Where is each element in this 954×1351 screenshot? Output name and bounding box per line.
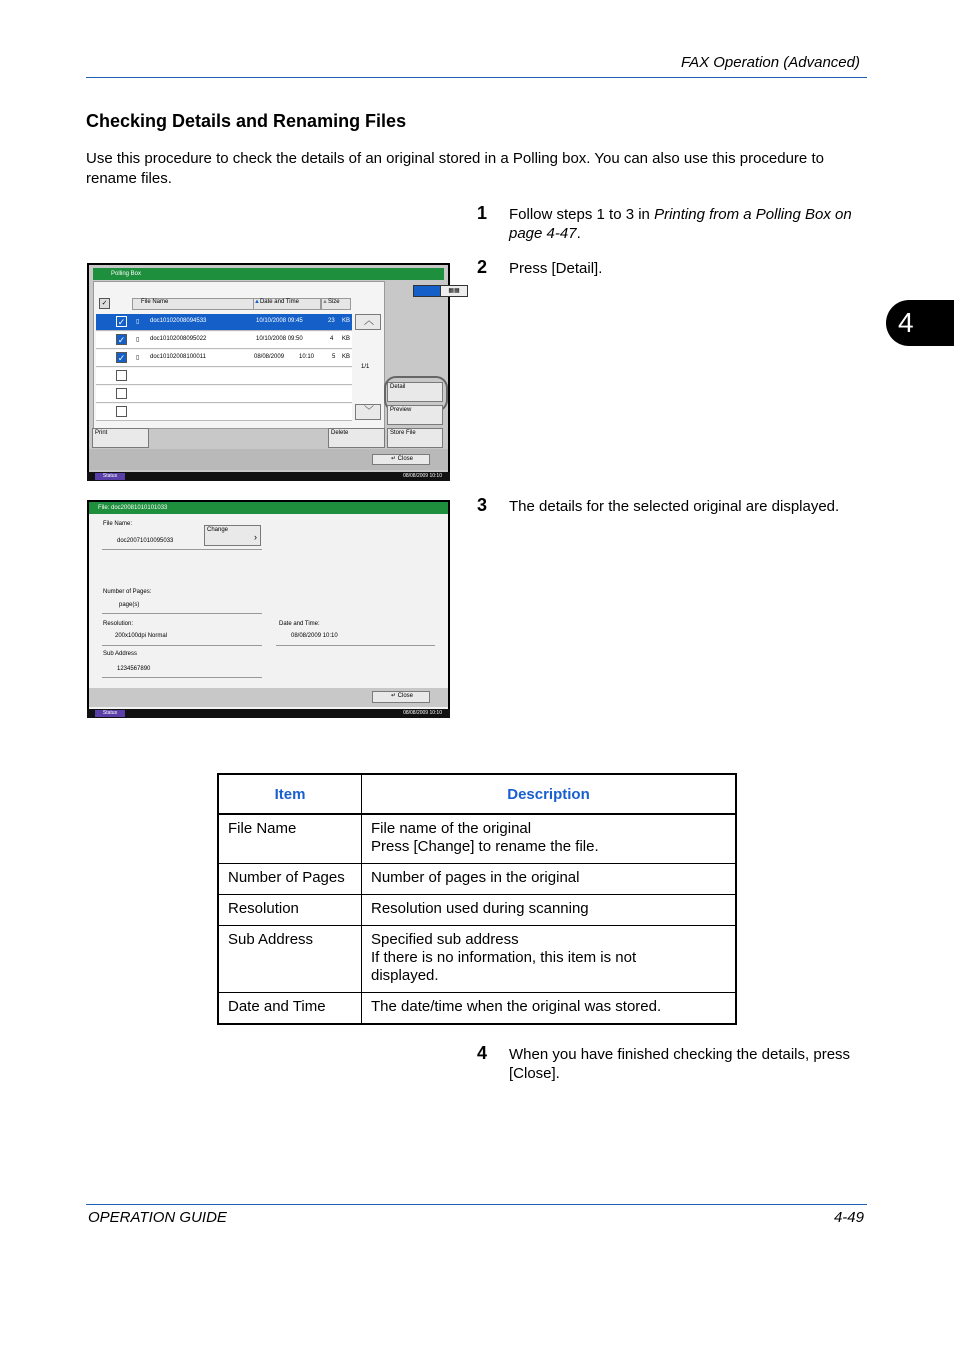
header-rule xyxy=(86,77,867,78)
store-file-button[interactable]: Store File xyxy=(387,428,443,448)
table-row xyxy=(218,895,736,926)
row-checkbox[interactable] xyxy=(116,388,127,399)
table-row xyxy=(218,864,736,895)
size-unit: KB xyxy=(342,318,351,324)
table-row[interactable] xyxy=(96,368,352,385)
description-line: If there is no information, this item is not xyxy=(371,949,637,966)
return-icon: ↵ xyxy=(390,456,398,462)
step-text: The details for the selected original are displayed. xyxy=(509,498,840,515)
preview-button[interactable]: Preview xyxy=(387,405,443,425)
item-cell: Number of Pages xyxy=(218,864,362,895)
date-cell: 10/10/2008 09:45 xyxy=(256,318,303,324)
sub-address-value: 1234567890 xyxy=(117,666,151,672)
table-row[interactable] xyxy=(96,404,352,421)
resolution-value: 200x100dpi Normal xyxy=(115,633,168,639)
status-clock: 08/08/2009 10:10 xyxy=(403,473,442,479)
status-bar xyxy=(87,709,450,718)
file-name-value: doc20071010095033 xyxy=(117,538,174,544)
sub-address-label: Sub Address xyxy=(103,651,138,657)
status-bar xyxy=(87,472,450,481)
footer-guide-title: OPERATION GUIDE xyxy=(88,1209,227,1226)
description-cell xyxy=(362,926,737,993)
status-clock: 08/08/2009 10:10 xyxy=(403,710,442,716)
file-icon: ▯ xyxy=(136,337,140,343)
detail-button[interactable]: Detail xyxy=(387,382,443,402)
screen-title: File: doc20081010101033 xyxy=(89,502,448,514)
date-cell: 08/08/2009 xyxy=(254,354,285,360)
row-checkbox[interactable]: ✓ xyxy=(117,335,126,345)
close-button[interactable] xyxy=(372,454,430,465)
field-divider xyxy=(276,645,435,646)
sort-icon: ▲ xyxy=(322,299,328,305)
table-row[interactable] xyxy=(96,350,352,367)
item-description-table xyxy=(217,773,737,1025)
step-text: Press [Detail]. xyxy=(509,260,603,277)
file-name-label: File Name: xyxy=(103,521,133,527)
time-cell: 10:10 xyxy=(299,354,315,360)
file-name-cell: doc10102008100011 xyxy=(150,354,206,360)
resolution-label: Resolution: xyxy=(103,621,134,627)
file-name-cell: doc10102008095022 xyxy=(150,336,207,342)
description-line: Number of pages in the original xyxy=(371,869,580,886)
field-divider xyxy=(102,549,262,550)
status-button[interactable]: Status xyxy=(95,710,125,717)
description-line: Press [Change] to rename the file. xyxy=(371,838,599,855)
running-header: FAX Operation (Advanced) xyxy=(681,54,860,71)
table-row xyxy=(218,926,736,993)
section-title: Checking Details and Renaming Files xyxy=(86,111,407,131)
close-label: Close xyxy=(397,456,414,462)
print-button[interactable]: Print xyxy=(92,428,149,448)
description-line: displayed. xyxy=(371,967,439,984)
field-divider xyxy=(102,645,262,646)
item-cell: File Name xyxy=(218,814,362,864)
step-text: When you have finished checking the details, press [Close]. xyxy=(509,1046,851,1082)
step-number: 4 xyxy=(477,1043,488,1063)
size-cell: 4 xyxy=(330,336,334,342)
step-number: 2 xyxy=(477,257,488,277)
table-row[interactable] xyxy=(96,314,352,331)
table-row[interactable] xyxy=(96,386,352,403)
description-cell xyxy=(362,814,737,864)
field-divider xyxy=(102,613,262,614)
select-all-checkbox[interactable]: ✓ xyxy=(99,298,110,309)
description-cell xyxy=(362,864,737,895)
field-divider xyxy=(102,677,262,678)
item-cell: Sub Address xyxy=(218,926,362,993)
size-cell: 5 xyxy=(332,354,336,360)
step-number: 1 xyxy=(477,203,488,223)
step-link-ref: Printing from a Polling Box on page 4-47 xyxy=(509,206,852,242)
footer-rule xyxy=(86,1204,867,1205)
file-name-cell: doc10102008094533 xyxy=(150,318,207,324)
chapter-tab: 4 xyxy=(886,300,954,346)
date-cell: 10/10/2008 09:50 xyxy=(256,336,303,342)
row-checkbox[interactable]: ✓ xyxy=(117,353,126,363)
step-text-part: Follow steps 1 to 3 in xyxy=(509,206,655,223)
col-size-header[interactable] xyxy=(321,298,351,310)
chevron-right-icon: › xyxy=(254,532,257,542)
table-header-description: Description xyxy=(362,774,737,814)
pages-value: page(s) xyxy=(119,602,140,608)
file-detail-screenshot xyxy=(87,500,450,718)
screen-body xyxy=(89,502,448,716)
return-icon: ↵ xyxy=(390,693,398,699)
description-line: The date/time when the original was stored. xyxy=(371,998,662,1015)
col-file-label: File Name xyxy=(141,299,169,305)
col-date-label: Date and Time xyxy=(259,299,299,305)
date-time-label: Date and Time: xyxy=(279,621,320,627)
table-row xyxy=(218,814,736,864)
row-checkbox[interactable] xyxy=(116,406,127,417)
polling-box-screenshot xyxy=(87,263,460,481)
scroll-down-button[interactable]: ﹀ xyxy=(355,404,381,420)
delete-button[interactable]: Delete xyxy=(328,428,385,448)
file-icon: ▯ xyxy=(136,319,140,325)
size-unit: KB xyxy=(342,336,351,342)
description-cell xyxy=(362,993,737,1025)
close-label: Close xyxy=(397,693,414,699)
page-indicator: 1/1 xyxy=(361,364,370,370)
size-unit: KB xyxy=(342,354,351,360)
item-cell: Date and Time xyxy=(218,993,362,1025)
footer-page-number: 4-49 xyxy=(833,1209,864,1226)
close-button[interactable] xyxy=(372,691,430,703)
description-line: File name of the original xyxy=(371,820,532,837)
pages-label: Number of Pages: xyxy=(103,589,152,595)
thumbnail-view-icon[interactable]: ▦▦ xyxy=(440,285,468,297)
table-header-item: Item xyxy=(218,774,362,814)
row-checkbox[interactable]: ✓ xyxy=(117,317,126,327)
file-icon: ▯ xyxy=(136,355,140,361)
list-view-icon[interactable] xyxy=(413,285,441,297)
intro-paragraph: Use this procedure to check the details of an original stored in a Polling box. You can also use this procedure to rename files. xyxy=(86,150,824,187)
col-size-label: Size xyxy=(327,299,340,305)
step-number: 3 xyxy=(477,495,488,515)
table-row xyxy=(218,993,736,1025)
row-checkbox[interactable] xyxy=(116,370,127,381)
table-row[interactable] xyxy=(96,332,352,349)
change-label: Change xyxy=(207,527,229,533)
description-cell xyxy=(362,895,737,926)
status-button[interactable]: Status xyxy=(95,473,125,480)
step-text xyxy=(509,205,869,243)
step-text-part: . xyxy=(576,225,581,242)
size-cell: 23 xyxy=(328,318,335,324)
sort-asc-icon: ▲ xyxy=(254,299,260,305)
item-cell: Resolution xyxy=(218,895,362,926)
description-line: Specified sub address xyxy=(371,931,519,948)
scroll-up-button[interactable]: ︿ xyxy=(355,314,381,330)
change-button[interactable] xyxy=(204,525,261,546)
screen-title: Polling Box xyxy=(93,268,444,280)
date-time-value: 08/08/2009 10:10 xyxy=(291,633,338,639)
col-date-header[interactable] xyxy=(253,298,321,310)
description-line: Resolution used during scanning xyxy=(371,900,589,917)
